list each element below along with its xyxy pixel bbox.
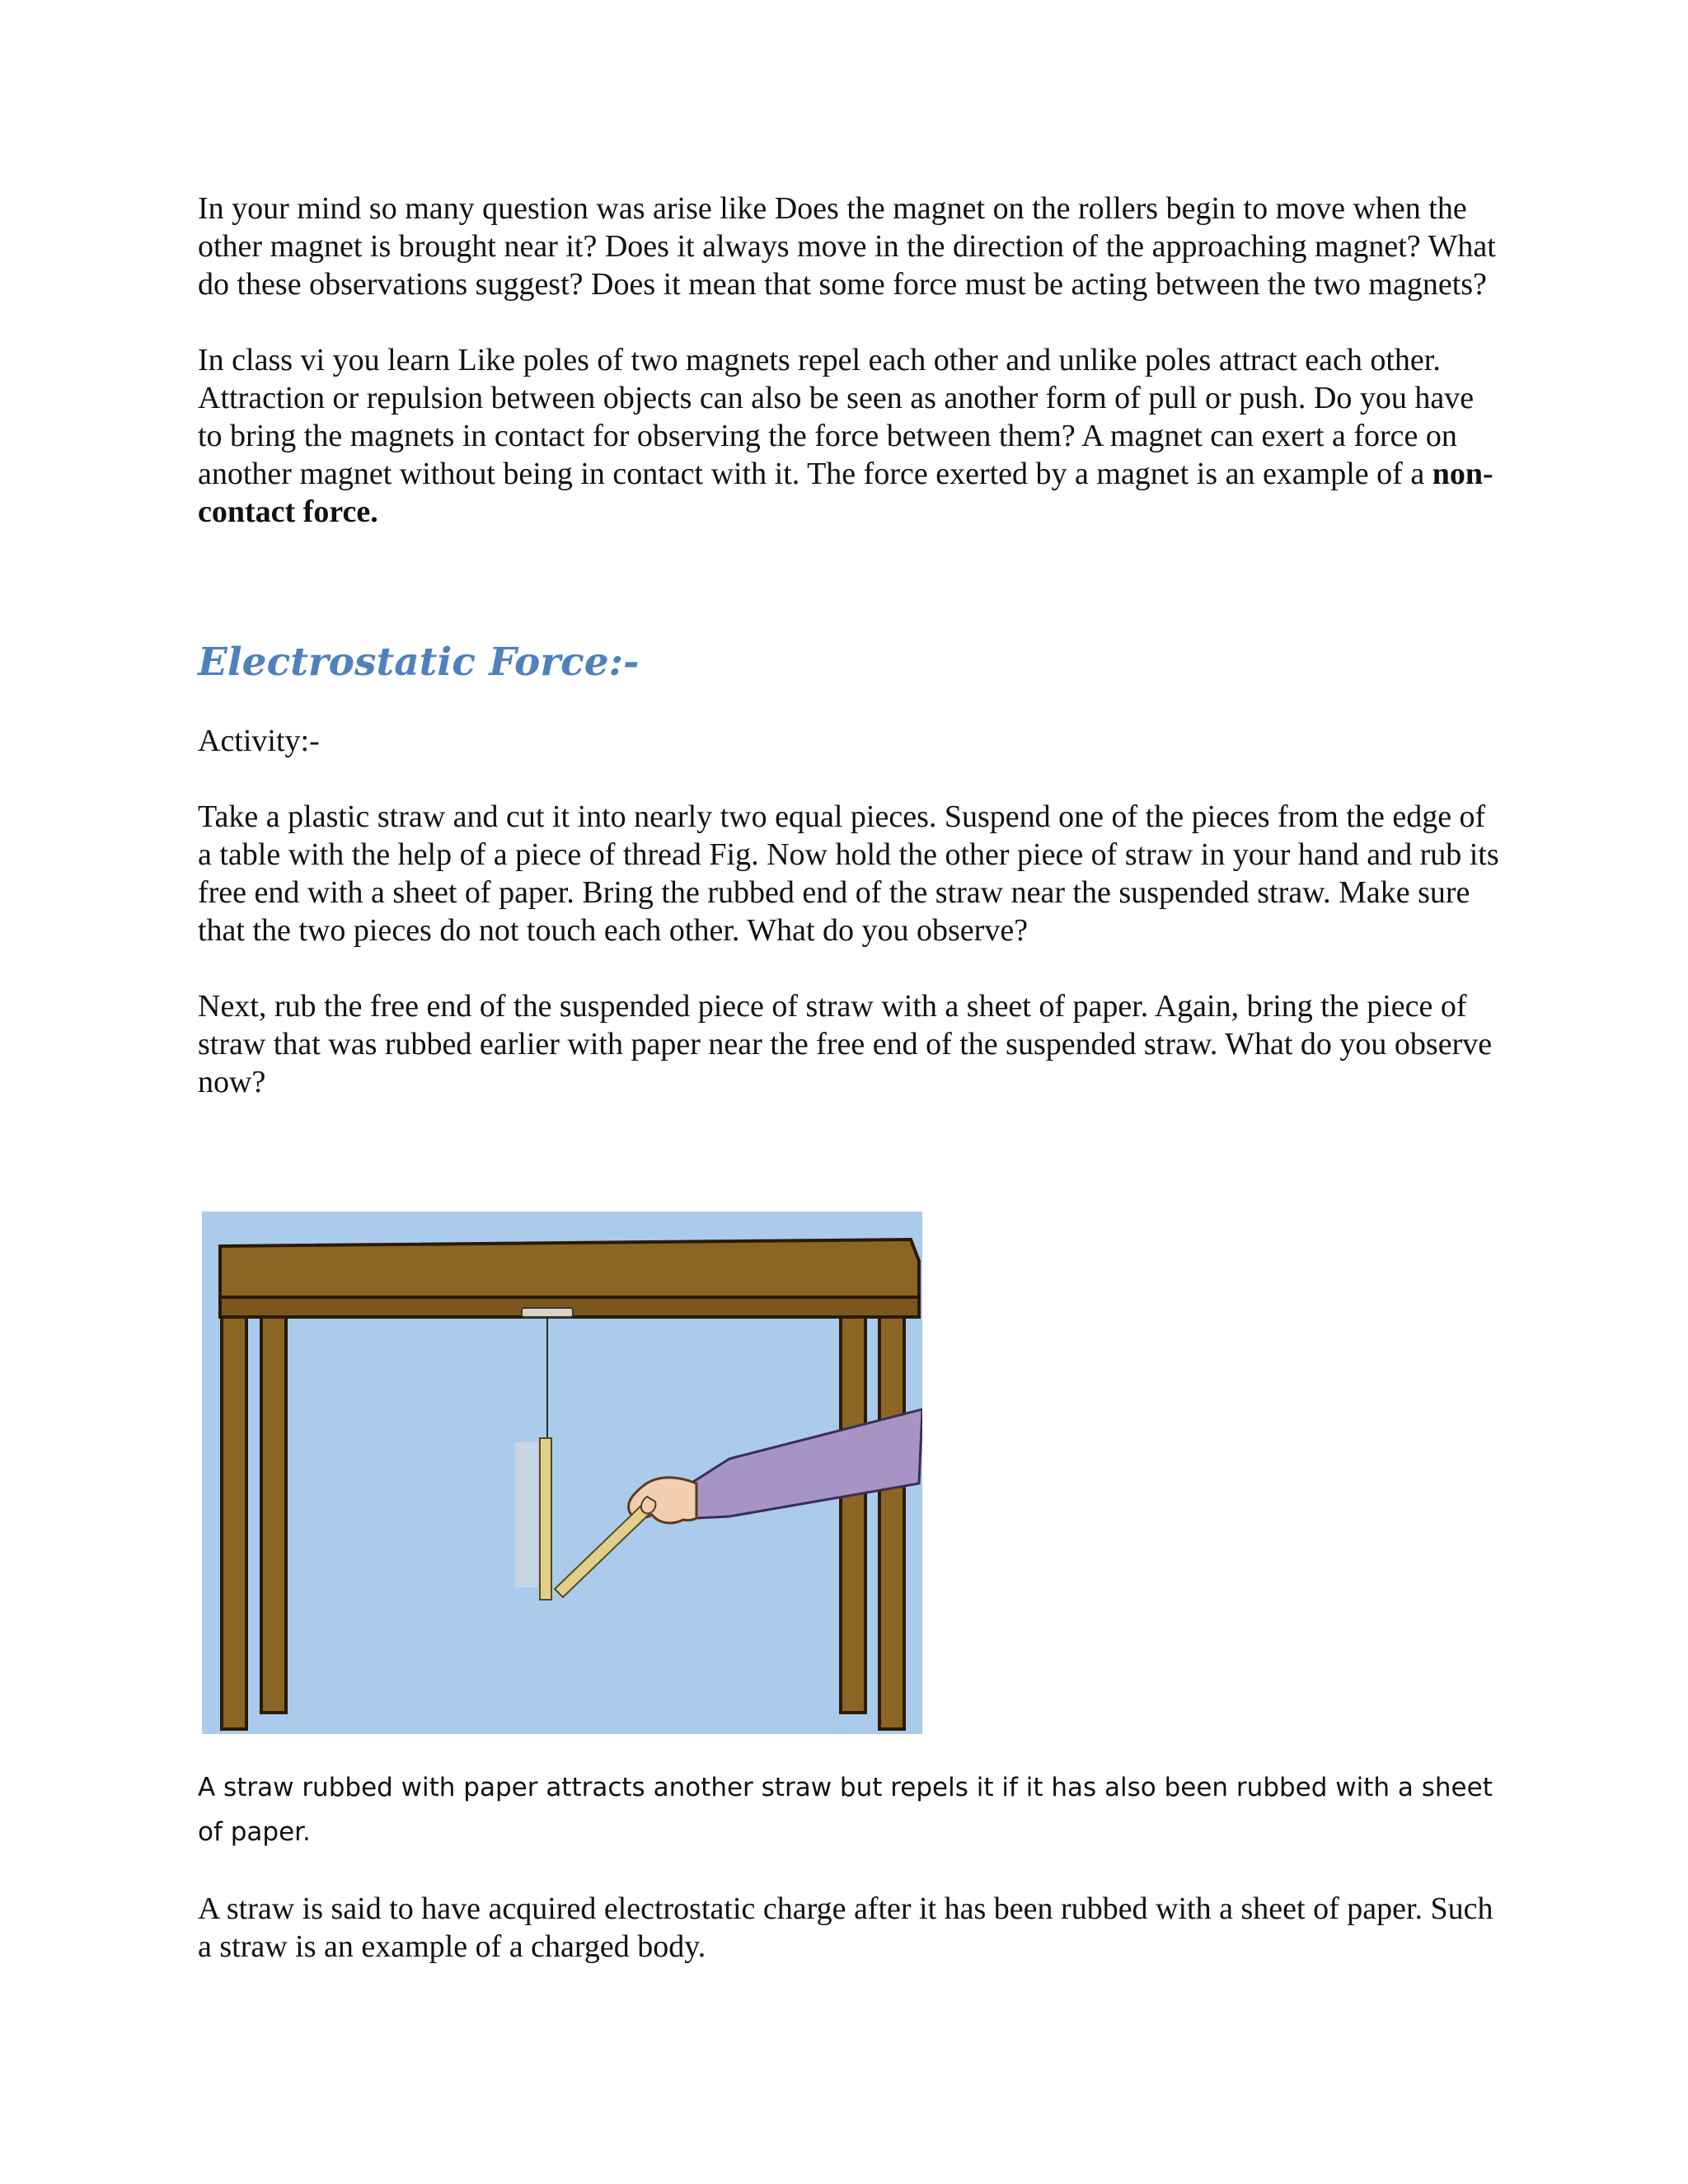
document-body bbox=[198, 190, 1500, 1101]
bold-term-non-contact-force: non-contact force. bbox=[198, 457, 1493, 529]
paragraph-charged-body: A straw is said to have acquired electrostatic charge after it has been rubbed with a sheet of paper. Such a straw is an example of a charged body. bbox=[198, 1891, 1493, 1964]
ghost-straw-previous-position bbox=[515, 1442, 538, 1587]
table-leg-back-left bbox=[261, 1317, 286, 1713]
straw-experiment-illustration bbox=[202, 1212, 922, 1734]
paragraph-non-contact-force-text: In class vi you learn Like poles of two magnets repel each other and unlike poles attract each other. Attraction or repulsion between objects can also be seen as another form of pull or push. Do you have to bring the magnets in contact for observing the force between them? A magnet can exert a force on another magnet without being in contact with it. The force exerted by a magnet is an example of a bbox=[198, 343, 1475, 491]
tape-strip bbox=[522, 1308, 573, 1317]
paragraph-non-contact-force bbox=[198, 341, 1500, 531]
activity-label: Activity:- bbox=[198, 724, 320, 758]
figure-straw-experiment bbox=[202, 1212, 922, 1734]
figure-caption: A straw rubbed with paper attracts another straw but repels it if it has also been rubbed with a sheet of paper. bbox=[198, 1773, 1493, 1847]
paragraph-activity-instructions: Take a plastic straw and cut it into nearly two equal pieces. Suspend one of the pieces from the edge of a table with the help of a piece of thread Fig. Now hold the other piece of straw in your hand and rub its free end with a sheet of paper. Bring the rubbed end of the straw near the suspended straw. Make sure that the two pieces do not touch each other. What do you observe? bbox=[198, 799, 1499, 948]
section-heading-electrostatic-force: Electrostatic Force:- bbox=[198, 640, 640, 685]
table-leg-front-right bbox=[879, 1317, 904, 1729]
paragraph-magnet-questions: In your mind so many question was arise like Does the magnet on the rollers begin to move when the other magnet is brought near it? Does it always move in the direction of the approaching magnet? What do these observations suggest? Does it mean that some force must be acting between the two magnets? bbox=[198, 191, 1496, 302]
table-top bbox=[220, 1240, 919, 1297]
table-leg-front-left bbox=[222, 1317, 246, 1729]
paragraph-activity-followup: Next, rub the free end of the suspended piece of straw with a sheet of paper. Again, bring the piece of straw that was rubbed earlier with paper near the free end of the suspended straw. What do you observe now? bbox=[198, 989, 1493, 1099]
suspended-straw bbox=[540, 1438, 551, 1600]
table-leg-back-right bbox=[841, 1317, 865, 1713]
